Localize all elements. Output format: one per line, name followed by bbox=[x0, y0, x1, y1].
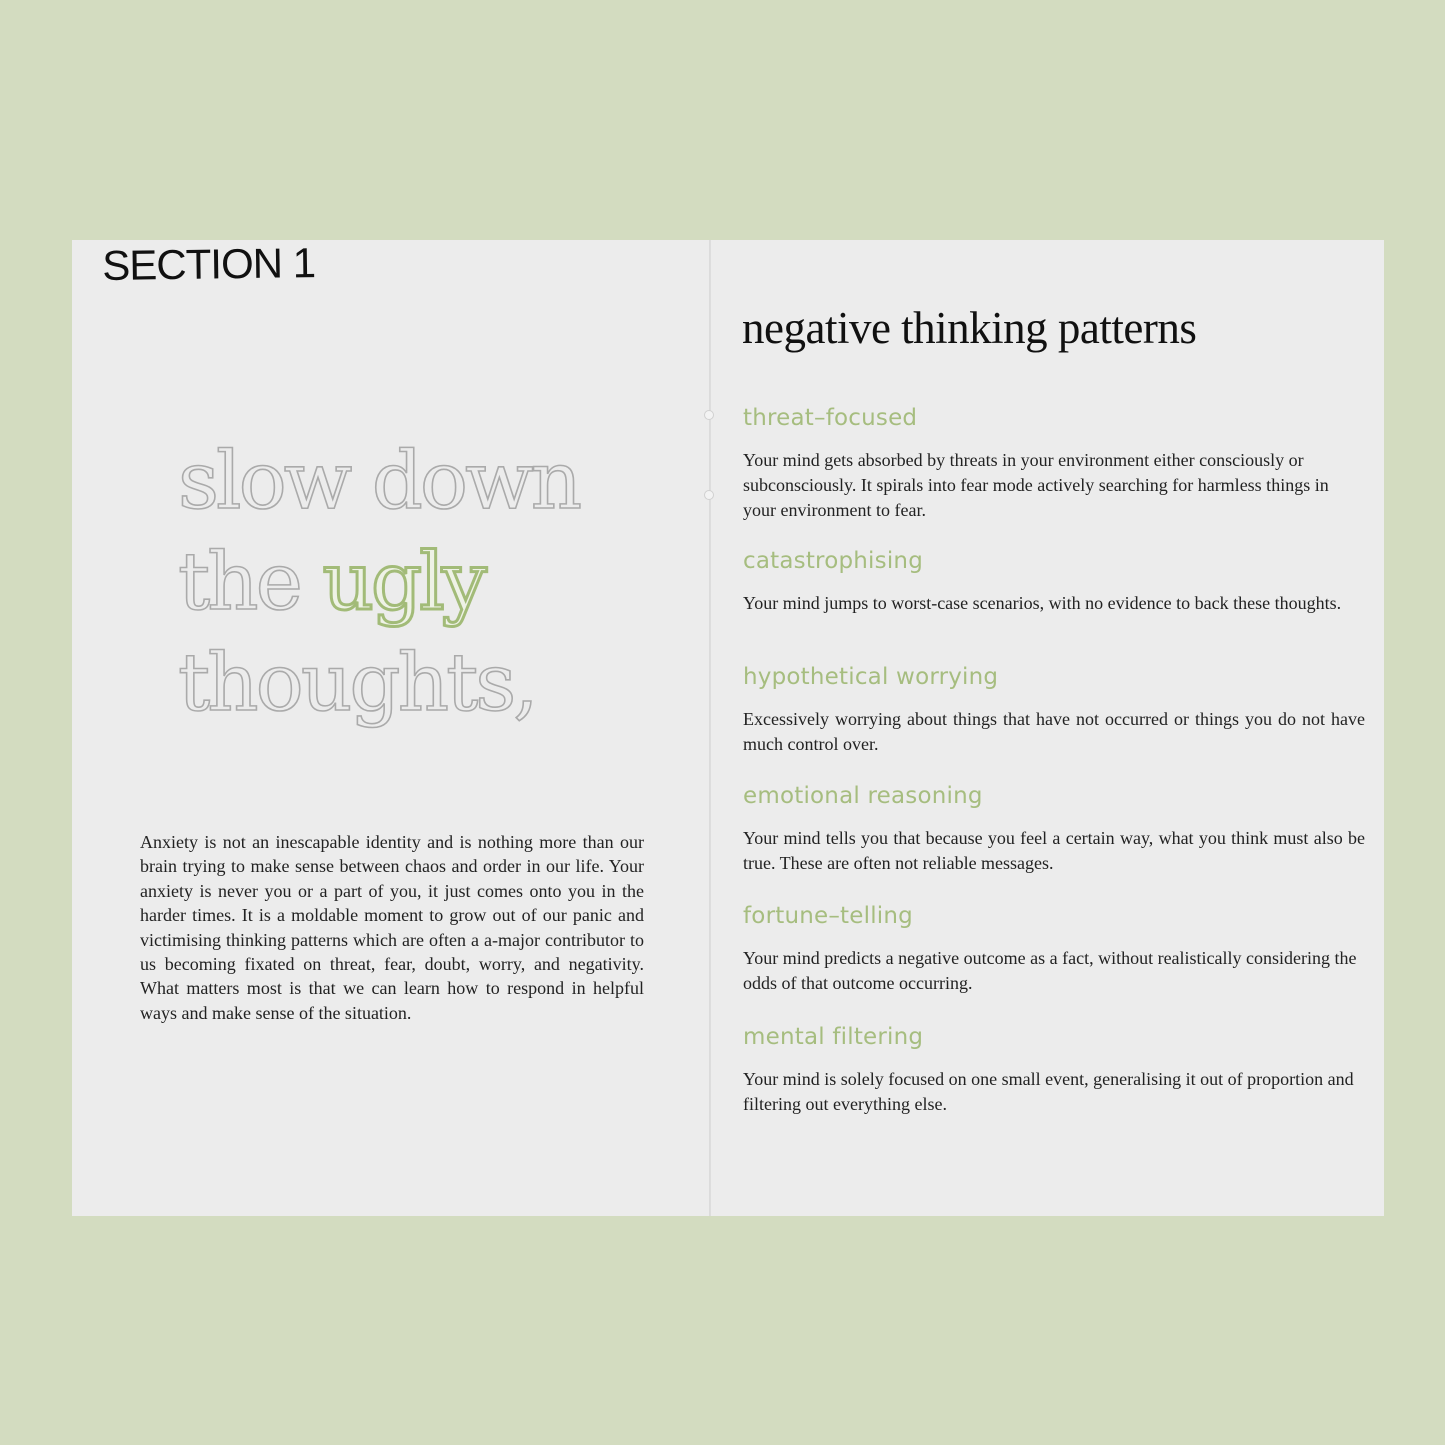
headline-text-thoughts: thoughts, bbox=[178, 636, 536, 729]
page-title: negative thinking patterns bbox=[742, 303, 1197, 353]
headline-accent-ugly: ugly bbox=[322, 535, 484, 628]
headline-text-slow-down: slow down bbox=[178, 434, 580, 527]
pattern-heading: hypothetical worrying bbox=[743, 664, 999, 690]
pattern-description: Your mind predicts a negative outcome as a fact, without realistically considering the odds of that outcome occurring. bbox=[743, 948, 1357, 993]
headline-line-1 bbox=[178, 430, 698, 531]
pattern-description: Excessively worrying about things that have not occurred or things you do not have much control over. bbox=[743, 709, 1365, 754]
booklet-spread bbox=[72, 240, 1384, 1216]
pattern-heading: threat–focused bbox=[743, 405, 918, 431]
binding-hole bbox=[704, 410, 714, 420]
pattern-threat-focused bbox=[743, 405, 1365, 522]
pattern-heading: catastrophising bbox=[743, 548, 923, 574]
left-page bbox=[72, 240, 710, 1216]
pattern-description: Your mind jumps to worst-case scenarios, with no evidence to back these thoughts. bbox=[743, 593, 1342, 613]
pattern-description: Your mind gets absorbed by threats in your environment either consciously or subconsciously. It spirals into fear mode actively searching for harmless things in your environment to fear. bbox=[743, 450, 1329, 520]
pattern-fortune-telling bbox=[743, 903, 1365, 996]
pattern-mental-filtering bbox=[743, 1024, 1365, 1117]
headline-line-2 bbox=[178, 531, 698, 632]
intro-paragraph: Anxiety is not an inescapable identity and is nothing more than our brain trying to make sense between chaos and order in our life. Your anxiety is never you or a part of you, it just comes onto you in the harder times. It is a moldable moment to grow out of our panic and victimising thinking patterns which are often a a-major contributor to us becoming fixated on threat, fear, doubt, worry, and negativity. What matters most is that we can learn how to respond in helpful ways and make sense of the situation. bbox=[140, 832, 644, 1023]
section-label: SECTION 1 bbox=[102, 239, 316, 289]
pattern-heading: mental filtering bbox=[743, 1024, 924, 1050]
pattern-hypothetical-worrying bbox=[743, 664, 1365, 757]
pattern-emotional-reasoning bbox=[743, 783, 1365, 876]
pattern-catastrophising bbox=[743, 548, 1365, 616]
pattern-heading: emotional reasoning bbox=[743, 783, 983, 809]
pattern-description: Your mind tells you that because you feel a certain way, what you think must also be true. These are often not reliable messages. bbox=[743, 828, 1365, 873]
pattern-description: Your mind is solely focused on one small event, generalising it out of proportion and filtering out everything else. bbox=[743, 1069, 1354, 1114]
right-page bbox=[710, 240, 1384, 1216]
pattern-heading: fortune–telling bbox=[743, 903, 913, 929]
binding-hole bbox=[704, 490, 714, 500]
headline bbox=[178, 430, 698, 733]
headline-line-3 bbox=[178, 632, 698, 733]
headline-text-the: the bbox=[178, 535, 301, 628]
